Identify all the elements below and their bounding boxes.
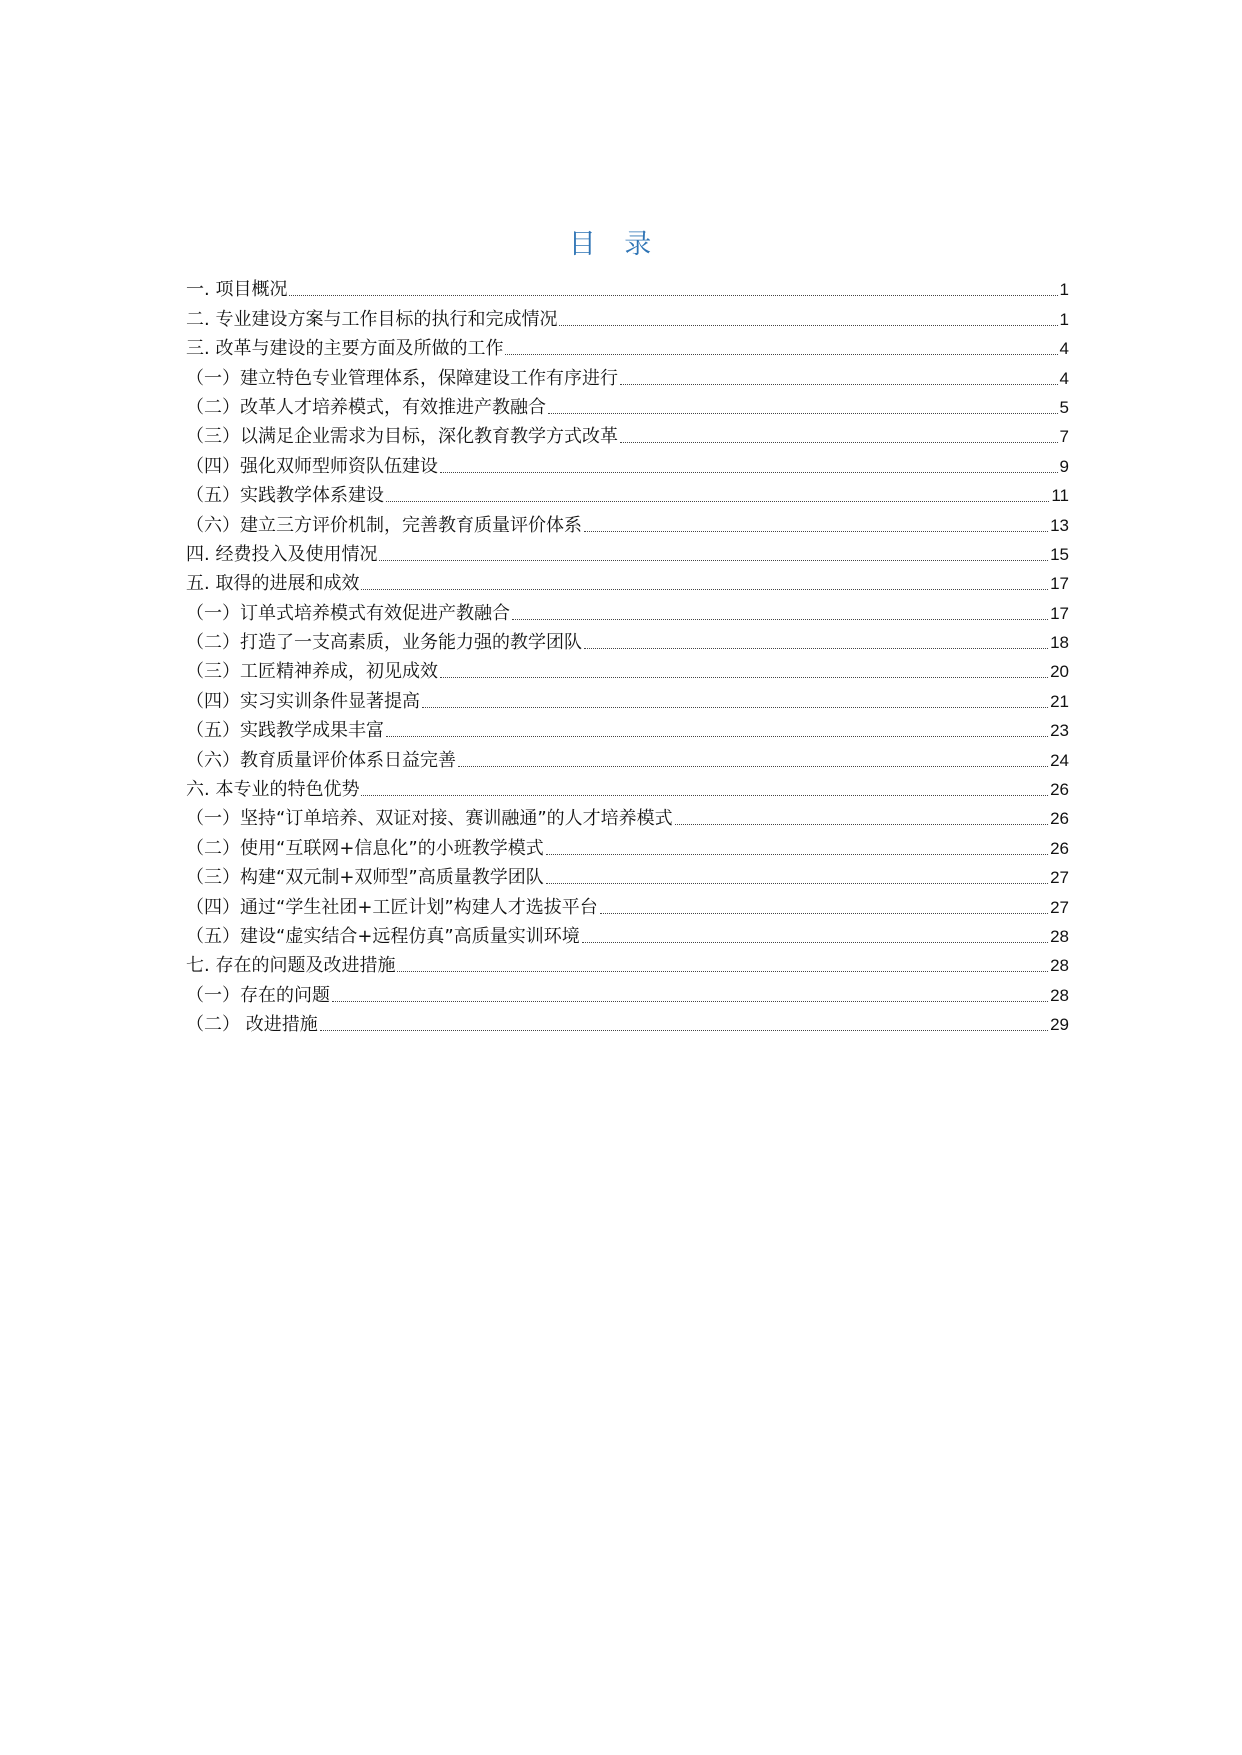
toc-entry-text: （五）实践教学体系建设 (186, 485, 384, 507)
toc-page-number: 9 (1059, 456, 1069, 476)
toc-entry[interactable] (186, 390, 1069, 419)
toc-page-number: 4 (1059, 368, 1069, 388)
toc-page-number: 28 (1050, 985, 1069, 1005)
toc-entry-text: 一. 项目概况 (186, 279, 288, 301)
toc-page-number: 1 (1059, 309, 1069, 329)
toc-dot-leader (546, 854, 1048, 855)
toc-page-number: 26 (1050, 780, 1069, 800)
toc-dot-leader (546, 883, 1048, 884)
toc-dot-leader (289, 295, 1057, 296)
toc-entry[interactable] (186, 566, 1069, 595)
toc-page-number: 15 (1050, 544, 1069, 564)
toc-entry-text: （三）构建“双元制+双师型”高质量教学团队 (186, 867, 544, 889)
toc-page-number: 20 (1050, 662, 1069, 682)
toc-dot-leader (440, 677, 1048, 678)
toc-entry-text: （三）以满足企业需求为目标，深化教育教学方式改革 (186, 426, 618, 448)
toc-dot-leader (320, 1030, 1048, 1031)
toc-page-number: 7 (1059, 427, 1069, 447)
toc-page-number: 26 (1050, 809, 1069, 829)
toc-dot-leader (361, 589, 1048, 590)
toc-dot-leader (620, 384, 1058, 385)
toc-page-number: 24 (1050, 750, 1069, 770)
toc-entry-text: 六. 本专业的特色优势 (186, 779, 360, 801)
toc-entry[interactable] (186, 948, 1069, 977)
toc-entry-text: （一）建立特色专业管理体系，保障建设工作有序进行 (186, 367, 618, 389)
toc-entry[interactable] (186, 625, 1069, 654)
toc-entry[interactable] (186, 713, 1069, 742)
toc-entry-text: 二. 专业建设方案与工作目标的执行和完成情况 (186, 308, 558, 330)
toc-entry-text: （六）建立三方评价机制，完善教育质量评价体系 (186, 514, 582, 536)
toc-dot-leader (440, 472, 1058, 473)
toc-dot-leader (620, 442, 1058, 443)
toc-entry-text: （二） 改进措施 (186, 1014, 318, 1036)
toc-entry[interactable] (186, 683, 1069, 712)
toc-entry-text: （一）坚持“订单培养、双证对接、赛训融通”的人才培养模式 (186, 808, 673, 830)
toc-dot-leader (386, 501, 1049, 502)
toc-entry[interactable] (186, 360, 1069, 389)
toc-entry-text: （四）实习实训条件显著提高 (186, 690, 420, 712)
toc-entry-text: （四）通过“学生社团+工匠计划”构建人才选拔平台 (186, 896, 598, 918)
toc-dot-leader (559, 325, 1057, 326)
toc-entry[interactable] (186, 478, 1069, 507)
toc-entry-text: 七. 存在的问题及改进措施 (186, 955, 396, 977)
toc-page-number: 29 (1050, 1015, 1069, 1035)
toc-page-number: 17 (1050, 603, 1069, 623)
toc-page-number: 26 (1050, 838, 1069, 858)
toc-list (186, 272, 1069, 1036)
toc-entry[interactable] (186, 977, 1069, 1006)
toc-page-number: 4 (1059, 339, 1069, 359)
toc-page-number: 28 (1050, 926, 1069, 946)
toc-entry-text: （一）订单式培养模式有效促进产教融合 (186, 602, 510, 624)
toc-entry-text: （二）使用“互联网+信息化”的小班教学模式 (186, 837, 544, 859)
toc-title: 目 录 (568, 229, 662, 260)
toc-entry[interactable] (186, 654, 1069, 683)
toc-entry-text: （六）教育质量评价体系日益完善 (186, 749, 456, 771)
toc-entry[interactable] (186, 448, 1069, 477)
toc-entry[interactable] (186, 919, 1069, 948)
toc-dot-leader (512, 619, 1048, 620)
toc-entry[interactable] (186, 830, 1069, 859)
toc-dot-leader (675, 824, 1048, 825)
toc-dot-leader (386, 736, 1048, 737)
toc-entry[interactable] (186, 595, 1069, 624)
toc-page-number: 27 (1050, 868, 1069, 888)
toc-page-number: 21 (1050, 691, 1069, 711)
toc-entry-text: （四）强化双师型师资队伍建设 (186, 455, 438, 477)
toc-dot-leader (600, 913, 1048, 914)
toc-page-number: 11 (1051, 486, 1069, 506)
toc-dot-leader (361, 795, 1048, 796)
toc-entry[interactable] (186, 331, 1069, 360)
toc-entry[interactable] (186, 772, 1069, 801)
toc-entry[interactable] (186, 742, 1069, 771)
toc-entry[interactable] (186, 301, 1069, 330)
toc-dot-leader (584, 648, 1048, 649)
toc-dot-leader (332, 1001, 1048, 1002)
toc-page-number: 13 (1050, 515, 1069, 535)
toc-dot-leader (582, 942, 1048, 943)
toc-dot-leader (422, 707, 1048, 708)
toc-page-number: 23 (1050, 721, 1069, 741)
toc-entry-text: 五. 取得的进展和成效 (186, 573, 360, 595)
toc-entry-text: （二）打造了一支高素质，业务能力强的教学团队 (186, 632, 582, 654)
toc-entry-text: （二）改革人才培养模式，有效推进产教融合 (186, 396, 546, 418)
toc-page-number: 28 (1050, 956, 1069, 976)
toc-dot-leader (458, 766, 1048, 767)
toc-page-number: 17 (1050, 574, 1069, 594)
toc-entry[interactable] (186, 801, 1069, 830)
toc-dot-leader (505, 354, 1057, 355)
toc-entry-text: 三. 改革与建设的主要方面及所做的工作 (186, 338, 504, 360)
toc-entry[interactable] (186, 860, 1069, 889)
toc-page-number: 1 (1059, 280, 1069, 300)
toc-entry-text: 四. 经费投入及使用情况 (186, 543, 378, 565)
toc-dot-leader (397, 971, 1048, 972)
toc-entry[interactable] (186, 507, 1069, 536)
toc-page-number: 5 (1059, 397, 1069, 417)
toc-page-number: 27 (1050, 897, 1069, 917)
toc-entry[interactable] (186, 272, 1069, 301)
toc-dot-leader (379, 560, 1048, 561)
toc-entry-text: （五）实践教学成果丰富 (186, 720, 384, 742)
toc-dot-leader (584, 531, 1048, 532)
toc-entry[interactable] (186, 419, 1069, 448)
toc-entry-text: （一）存在的问题 (186, 984, 330, 1006)
toc-entry[interactable] (186, 1007, 1069, 1036)
toc-page-number: 18 (1050, 633, 1069, 653)
toc-dot-leader (548, 413, 1058, 414)
toc-entry[interactable] (186, 537, 1069, 566)
toc-entry-text: （三）工匠精神养成，初见成效 (186, 661, 438, 683)
toc-entry[interactable] (186, 889, 1069, 918)
toc-entry-text: （五）建设“虚实结合+远程仿真”高质量实训环境 (186, 925, 580, 947)
